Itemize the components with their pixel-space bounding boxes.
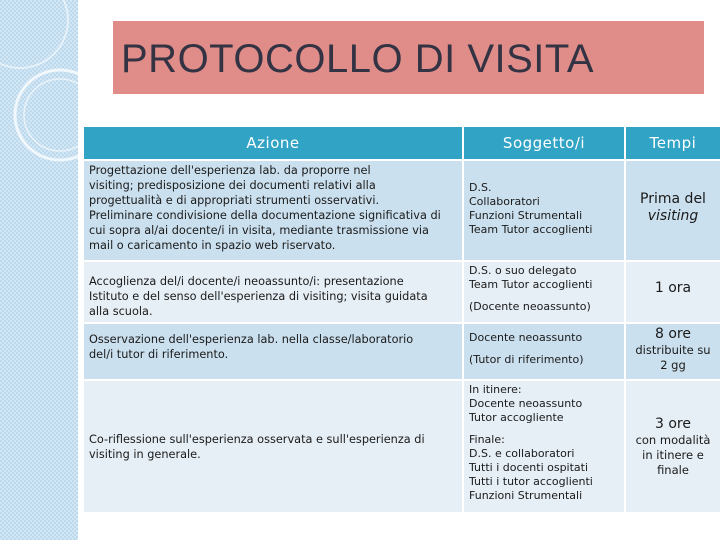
soggetto-line: (Docente neoassunto) [469, 300, 591, 313]
tempi-line: Prima del [640, 191, 706, 207]
soggetto-line: Funzioni Strumentali [469, 209, 583, 222]
azione-line: mail o caricamento in spazio web riservato. [89, 239, 336, 252]
table-header-row [83, 126, 720, 160]
spacer [469, 292, 619, 300]
azione-line: Progettazione dell'esperienza lab. da proporre nel [89, 164, 371, 177]
soggetti-cell [463, 160, 625, 261]
azione-line: visiting in generale. [89, 447, 201, 461]
tempi-line: finale [657, 462, 689, 477]
soggetto-line: (Tutor di riferimento) [469, 353, 584, 366]
tempi-line: in itinere e [642, 447, 704, 462]
azione-line: Preliminare condivisione della documentazione significativa di [89, 209, 441, 222]
tempi-line: visiting [647, 208, 699, 224]
azione-line: Accoglienza del/i docente/i neoassunto/i: presentazione [89, 275, 404, 288]
soggetto-line: Team Tutor accoglienti [469, 223, 593, 236]
header-azione: Azione [83, 126, 463, 160]
soggetto-line: D.S. o suo delegato [469, 264, 577, 277]
azione-cell [83, 261, 463, 323]
header-tempi: Tempi [625, 126, 720, 160]
soggetto-line: Team Tutor accoglienti [469, 278, 593, 291]
soggetto-line: Docente neoassunto [469, 397, 583, 410]
title-banner [113, 21, 704, 94]
azione-cell [83, 380, 463, 513]
tempi-line: 3 ore [655, 415, 691, 432]
tempi-line: 8 ore [655, 326, 691, 342]
soggetto-line: Tutor accogliente [469, 411, 564, 424]
tempi-cell [625, 323, 720, 380]
azione-line: progettualità e di appropriati strumenti osservativi. [89, 194, 380, 207]
azione-line: visiting; predisposizione dei documenti relativi alla [89, 179, 376, 192]
table-row [83, 380, 720, 513]
soggetto-line: D.S. e collaboratori [469, 447, 575, 460]
azione-cell [83, 160, 463, 261]
soggetto-line: Tutti i docenti ospitati [469, 461, 589, 474]
soggetto-line: Finale: [469, 433, 505, 446]
table-row [83, 323, 720, 380]
header-soggetti: Soggetto/i [463, 126, 625, 160]
soggetto-line: D.S. [469, 181, 492, 194]
table-row [83, 261, 720, 323]
tempi-line: distribuite su [635, 343, 711, 357]
azione-line: Co-riflessione sull'esperienza osservata e sull'esperienza di [89, 432, 425, 446]
tempi-line: 1 ora [654, 280, 692, 296]
soggetti-cell [463, 380, 625, 513]
soggetto-line: Docente neoassunto [469, 331, 583, 344]
soggetto-line: In itinere: [469, 383, 522, 396]
azione-line: Istituto e del senso dell'esperienza di visiting; visita guidata [89, 290, 428, 303]
azione-line: cui sopra al/ai docente/i in visita, mediante trasmissione via [89, 224, 429, 237]
tempi-cell [625, 261, 720, 323]
protocol-table [82, 125, 720, 514]
tempi-line: con modalità [635, 432, 711, 447]
soggetto-line: Collaboratori [469, 195, 540, 208]
table-row [83, 160, 720, 261]
azione-line: alla scuola. [89, 305, 153, 318]
spacer [469, 425, 619, 433]
soggetto-line: Tutti i tutor accoglienti [469, 475, 593, 488]
tempi-cell [625, 160, 720, 261]
azione-line: del/i tutor di riferimento. [89, 348, 229, 361]
tempi-line: 2 gg [660, 358, 686, 372]
azione-cell [83, 323, 463, 380]
spacer [469, 345, 619, 353]
soggetti-cell [463, 261, 625, 323]
tempi-cell [625, 380, 720, 513]
page-title: PROTOCOLLO DI VISITA [121, 37, 595, 81]
azione-line: Osservazione dell'esperienza lab. nella classe/laboratorio [89, 333, 414, 346]
soggetto-line: Funzioni Strumentali [469, 489, 583, 502]
soggetti-cell [463, 323, 625, 380]
